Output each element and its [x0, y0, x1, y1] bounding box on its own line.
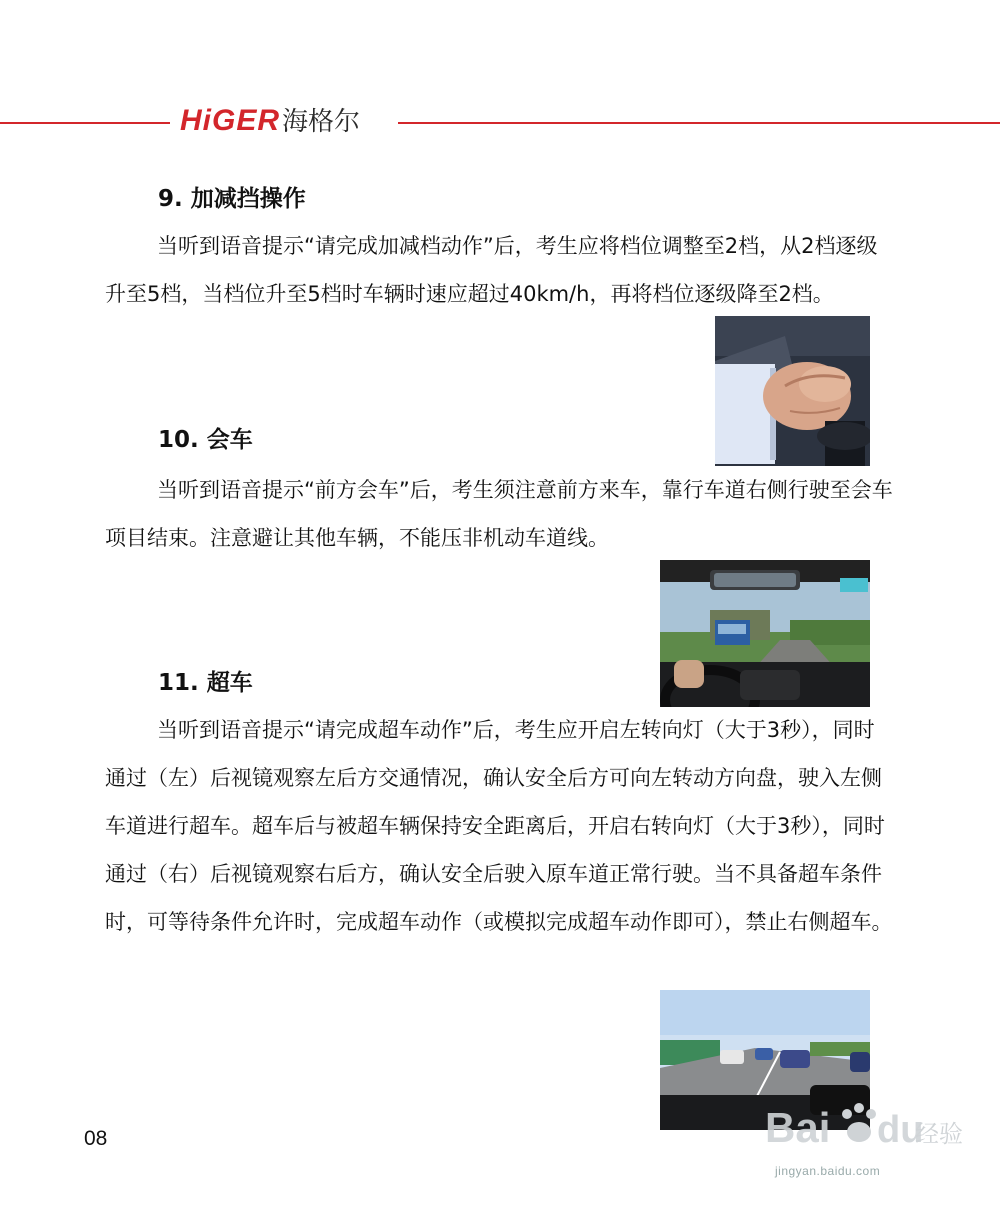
section-title-overtaking: 11. 超车	[158, 670, 253, 696]
brand-logo-chinese: 海格尔	[282, 107, 361, 137]
baidu-jingyan-watermark	[765, 1098, 965, 1188]
section-title-gear-change: 9. 加减挡操作	[158, 186, 306, 212]
section-body-overtaking: 当听到语音提示“请完成超车动作”后，考生应开启左转向灯（大于3秒），同时通过（左）后视镜观察左后方交通情况，确认安全后方可向左转动方向盘，驶入左侧车道进行超车。超车后与被超车辆保持安全距离后，开启右转向灯（大于3秒），同时通过（右）后视镜观察右后方，确认安全后驶入原车道正常行驶。当不具备超车条件时，可等待条件允许时，完成超车动作（或模拟完成超车动作即可），禁止右侧超车。	[105, 718, 893, 934]
baidu-paw-icon	[765, 1098, 965, 1168]
svg-text:经验: 经验	[915, 1120, 963, 1148]
watermark-url: jingyan.baidu.com	[775, 1164, 881, 1178]
brand-logo-latin: HiGER	[180, 104, 281, 137]
section-body-gear-change: 当听到语音提示“请完成加减档动作”后，考生应将档位调整至2档，从2档逐级升至5档，当档位升至5档时车辆时速应超过40km/h，再将档位逐级降至2档。	[105, 234, 878, 306]
svg-text:du: du	[877, 1109, 924, 1151]
brand-logo	[180, 103, 360, 140]
page-number: 08	[84, 1127, 108, 1150]
gear-shift-image	[715, 316, 870, 466]
header-rule-right	[398, 122, 1000, 124]
meeting-car-image	[660, 560, 870, 707]
oncoming-truck-photo	[660, 560, 870, 707]
hand-on-gear-shift-photo	[715, 316, 870, 466]
section-body-meeting-car: 当听到语音提示“前方会车”后，考生须注意前方来车，靠行车道右侧行驶至会车项目结束。注意避让其他车辆，不能压非机动车道线。	[105, 478, 893, 550]
section-title-meeting-car: 10. 会车	[158, 427, 253, 453]
header-rule-left	[0, 122, 170, 124]
svg-text:Bai: Bai	[765, 1104, 831, 1151]
